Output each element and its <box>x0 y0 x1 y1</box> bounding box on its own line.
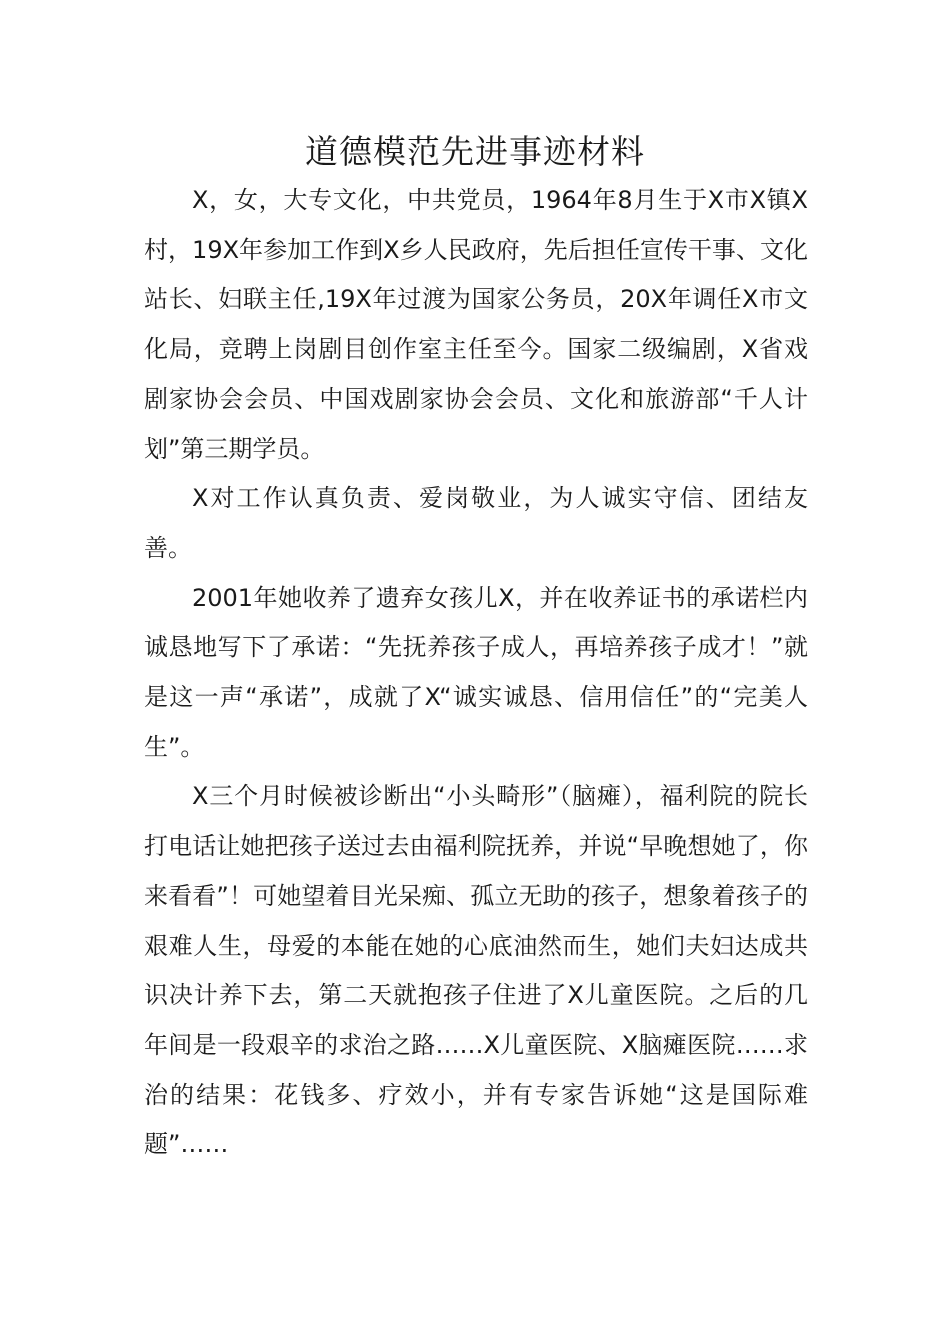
paragraph-adoption: 2001年她收养了遗弃女孩儿X，并在收养证书的承诺栏内诚恳地写下了承诺：“先抚养孩子成人，再培养孩子成才！”就是这一声“承诺”，成就了X“诚实诚恳、信用信任”的“完美人生”。 <box>144 583 808 761</box>
document-body <box>144 176 808 1170</box>
document-title: 道德模范先进事迹材料 <box>305 132 645 171</box>
paragraph-biography: X，女，大专文化，中共党员，1964年8月生于X市X镇X村，19X年参加工作到X乡人民政府，先后担任宣传干事、文化站长、妇联主任,19X年过渡为国家公务员，20X年调任X市文化局，竞聘上岗剧目创作室主任至今。国家二级编剧，X省戏剧家协会会员、中国戏剧家协会会员、文化和旅游部“千人计划”第三期学员。 <box>144 186 808 463</box>
paragraph-character: X对工作认真负责、爱岗敬业，为人诚实守信、团结友善。 <box>144 484 808 562</box>
paragraph-treatment: X三个月时候被诊断出“小头畸形”（脑瘫），福利院的院长打电话让她把孩子送过去由福利院抚养，并说“早晚想她了，你来看看”！可她望着目光呆痴、孤立无助的孩子，想象着孩子的艰难人生，母爱的本能在她的心底油然而生，她们夫妇达成共识决计养下去，第二天就抱孩子住进了X儿童医院。之后的几年间是一段艰辛的求治之路……X儿童医院、X脑瘫医院……求治的结果：花钱多、疗效小，并有专家告诉她“这是国际难题”…… <box>144 782 808 1159</box>
